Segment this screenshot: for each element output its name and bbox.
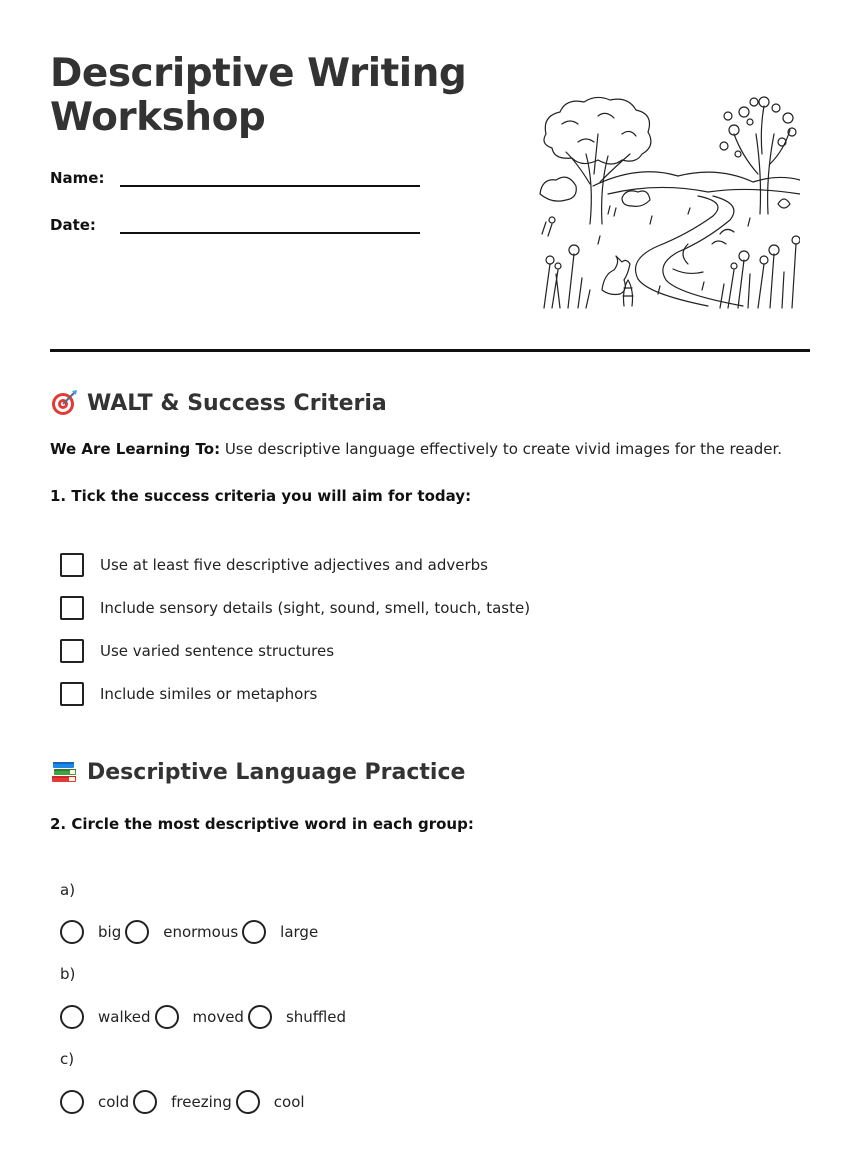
word-option[interactable]	[236, 1090, 305, 1114]
walt-label: We Are Learning To:	[50, 440, 221, 458]
practice-heading-text: Descriptive Language Practice	[87, 759, 466, 785]
landscape-illustration	[538, 94, 800, 310]
criterion-label: Use at least five descriptive adjectives and adverbs	[100, 556, 489, 574]
practice-heading	[50, 758, 465, 786]
word-group	[60, 1090, 305, 1114]
word-group	[60, 920, 318, 944]
date-label: Date:	[50, 216, 96, 234]
group-label: c)	[60, 1050, 75, 1068]
option-label: walked	[98, 1008, 151, 1026]
criterion-label: Include sensory details (sight, sound, smell, touch, taste)	[100, 599, 531, 617]
word-option[interactable]	[133, 1090, 232, 1114]
criterion-item	[60, 682, 317, 706]
walt-statement	[50, 440, 782, 458]
date-field	[50, 212, 420, 234]
option-circle[interactable]	[248, 1005, 272, 1029]
criterion-label: Include similes or metaphors	[100, 685, 318, 703]
word-option[interactable]	[242, 920, 318, 944]
walt-heading-text: WALT & Success Criteria	[87, 390, 387, 416]
option-circle[interactable]	[60, 1090, 84, 1114]
criterion-label: Use varied sentence structures	[100, 642, 335, 660]
criterion-item	[60, 553, 488, 577]
worksheet-title: Descriptive Writing Workshop	[50, 51, 467, 140]
word-option[interactable]	[60, 1005, 151, 1029]
option-label: cool	[273, 1093, 305, 1111]
question-2: 2. Circle the most descriptive word in each group:	[50, 815, 474, 833]
option-circle[interactable]	[60, 920, 84, 944]
word-option[interactable]	[60, 1090, 129, 1114]
option-circle[interactable]	[236, 1090, 260, 1114]
criterion-item	[60, 639, 334, 663]
option-label: moved	[192, 1008, 244, 1026]
option-circle[interactable]	[133, 1090, 157, 1114]
name-label: Name:	[50, 169, 105, 187]
criterion-checkbox[interactable]	[60, 682, 84, 706]
target-icon	[50, 389, 78, 417]
walt-heading	[50, 389, 387, 417]
question-1: 1. Tick the success criteria you will aim for today:	[50, 487, 472, 505]
option-label: freezing	[171, 1093, 232, 1111]
books-icon	[50, 758, 78, 786]
option-circle[interactable]	[155, 1005, 179, 1029]
option-label: enormous	[163, 923, 239, 941]
word-group	[60, 1005, 346, 1029]
group-label: a)	[60, 881, 76, 899]
section-divider	[50, 349, 810, 352]
walt-text: Use descriptive language effectively to create vivid images for the reader.	[220, 440, 783, 458]
word-option[interactable]	[60, 920, 121, 944]
word-option[interactable]	[125, 920, 238, 944]
group-label: b)	[60, 965, 76, 983]
word-option[interactable]	[248, 1005, 346, 1029]
date-input-line[interactable]	[120, 212, 420, 234]
option-circle[interactable]	[242, 920, 266, 944]
criterion-checkbox[interactable]	[60, 553, 84, 577]
option-circle[interactable]	[125, 920, 149, 944]
criterion-checkbox[interactable]	[60, 596, 84, 620]
option-circle[interactable]	[60, 1005, 84, 1029]
option-label: shuffled	[285, 1008, 347, 1026]
criterion-checkbox[interactable]	[60, 639, 84, 663]
option-label: large	[280, 923, 319, 941]
option-label: cold	[98, 1093, 130, 1111]
option-label: big	[98, 923, 122, 941]
criterion-item	[60, 596, 530, 620]
word-option[interactable]	[155, 1005, 244, 1029]
name-input-line[interactable]	[120, 165, 420, 187]
name-field	[50, 165, 420, 187]
